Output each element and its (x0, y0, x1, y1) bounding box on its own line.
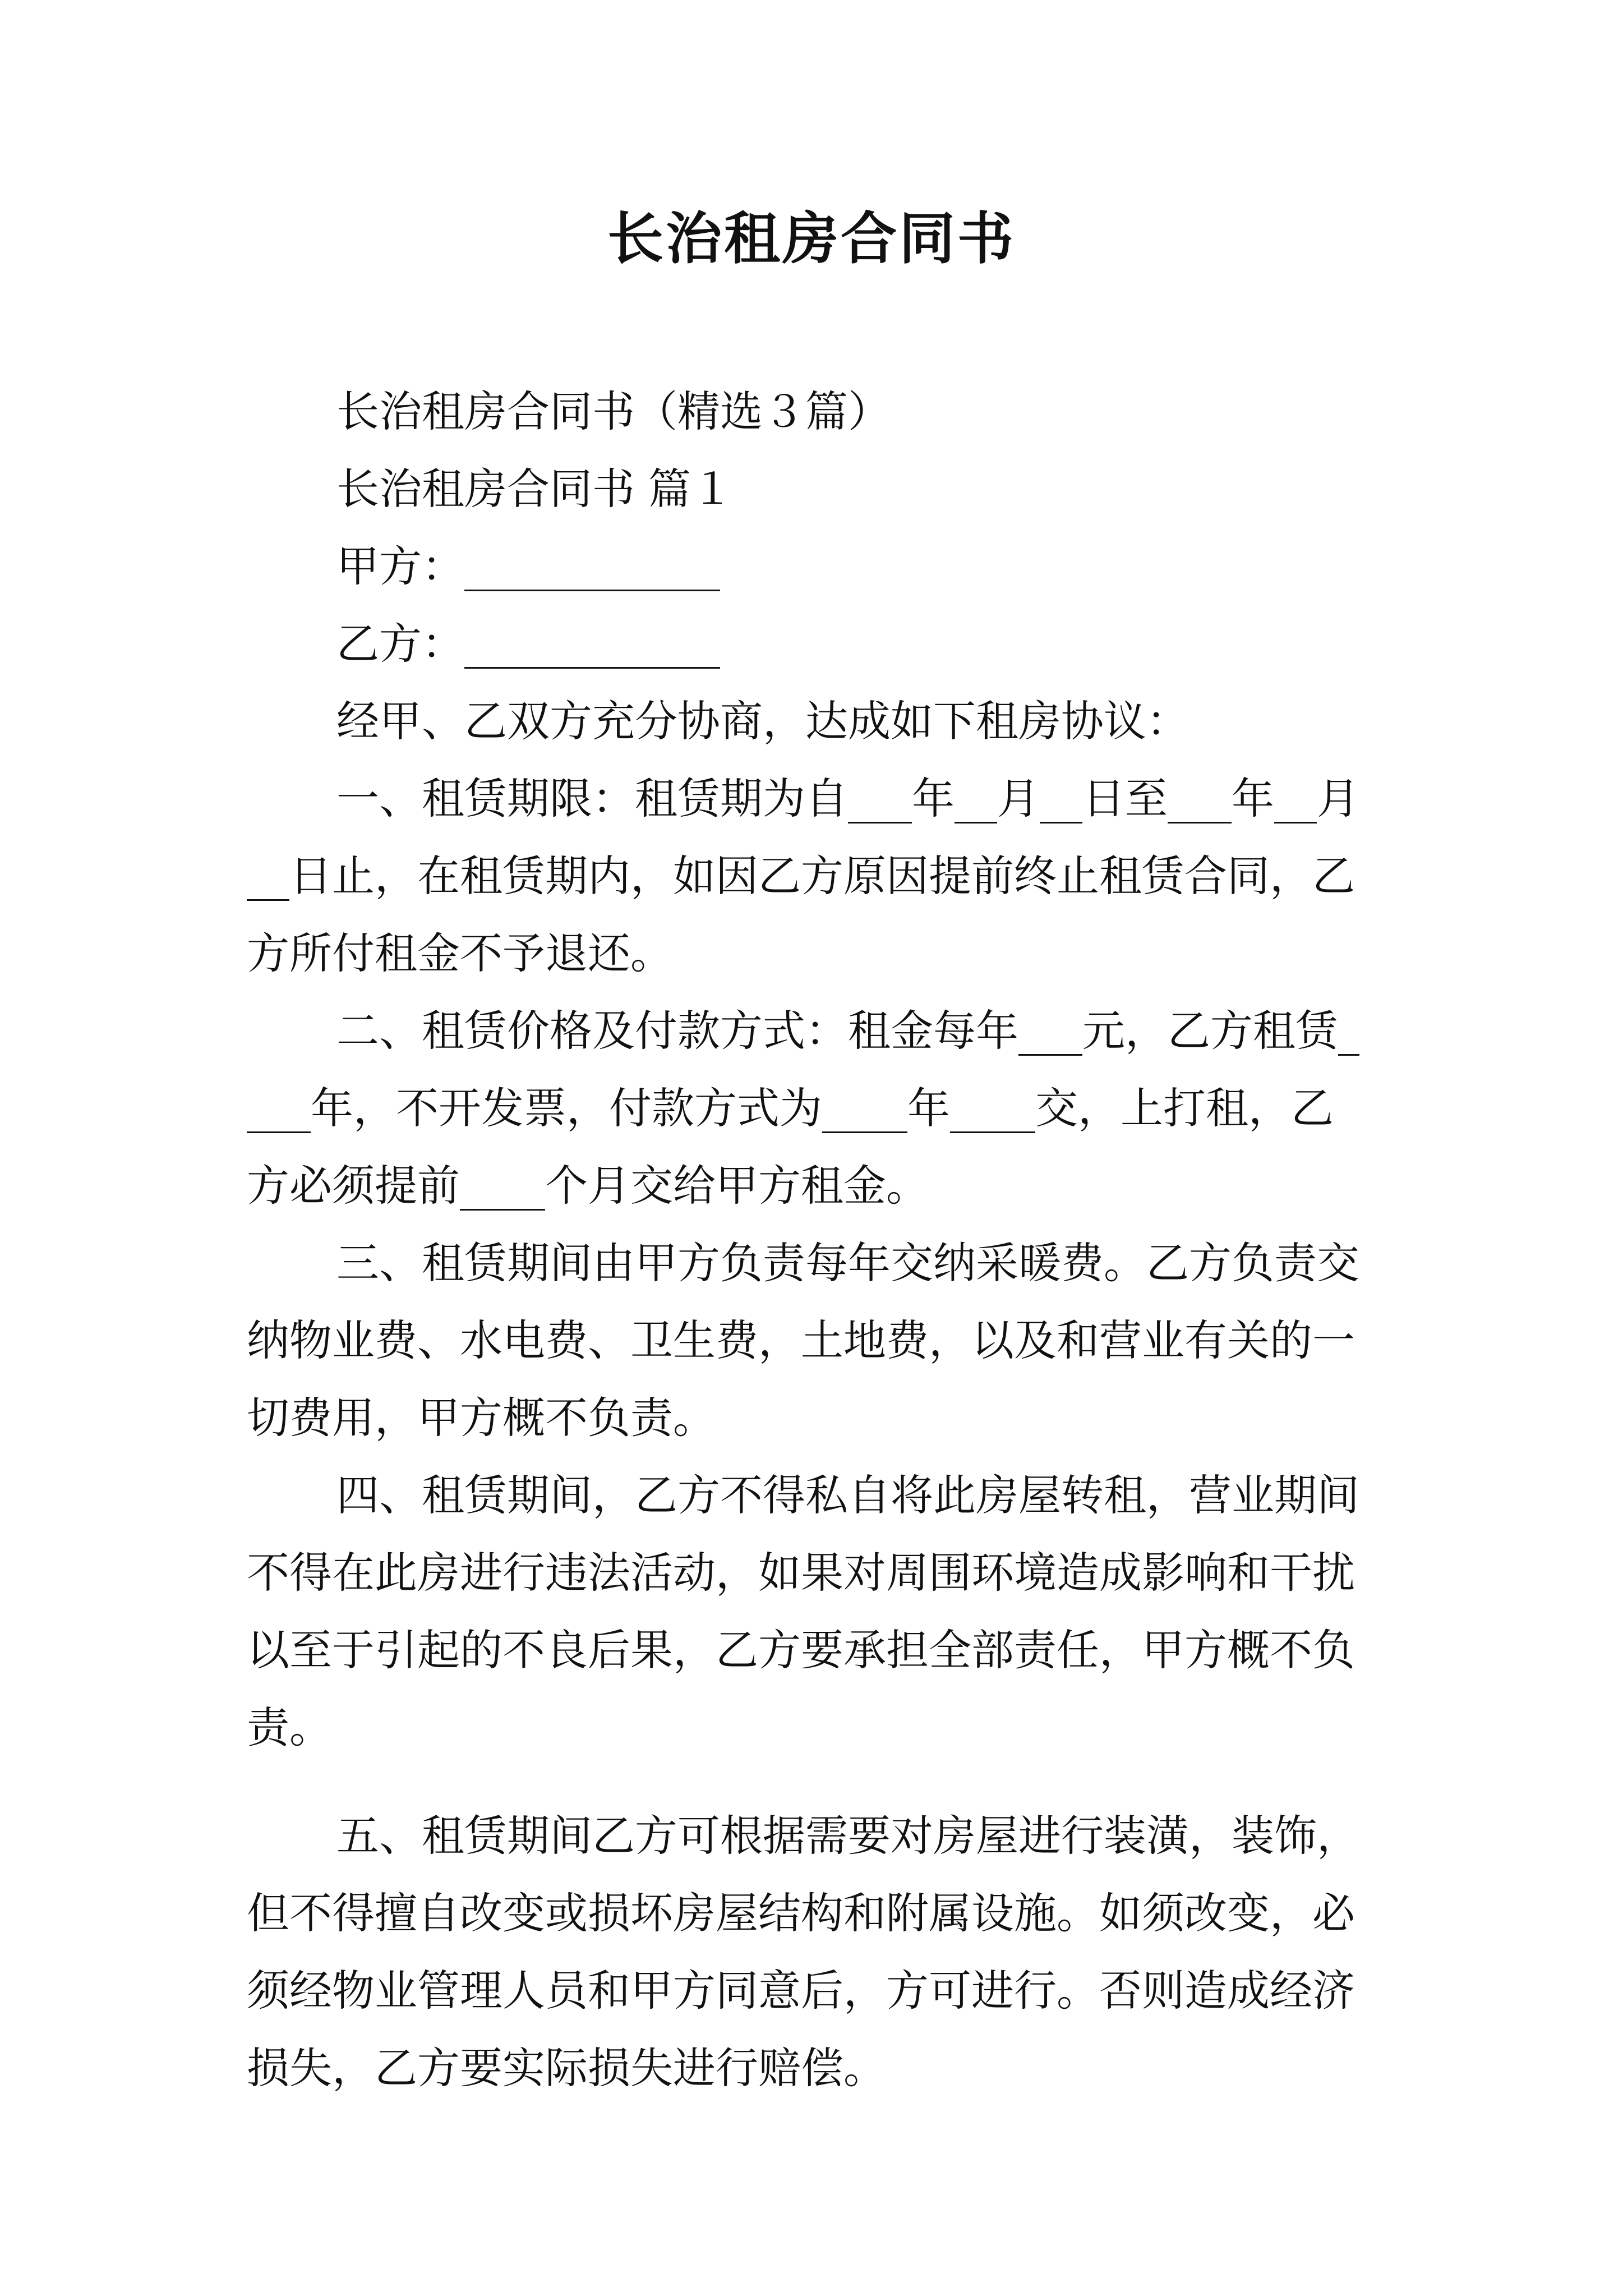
paragraph-subtitle: 长治租房合同书（精选３篇） (336, 386, 891, 436)
paragraph-clause-5: 五、租赁期间乙方可根据需要对房屋进行装潢，装饰，但不得擅自改变或损坏房屋结构和附属设施。如须改变，必须经物业管理人员和甲方同意后，方可进行。否则造成经济损失，乙方要实际损失进行赔偿。 (247, 1811, 1359, 2093)
paragraph-clause-4: 四、租赁期间，乙方不得私自将此房屋转租，营业期间不得在此房进行违法活动，如果对周围环境造成影响和干扰以至于引起的不良后果，乙方要承担全部责任，甲方概不负责。 (247, 1470, 1359, 1752)
paragraph-party-b: 乙方：____________ (336, 619, 720, 669)
paragraph-clause-2: 二、租赁价格及付款方式：租金每年___元，乙方租赁____年，不开发票，付款方式为____年____交，上打租，乙方必须提前____个月交给甲方租金。 (247, 1006, 1359, 1211)
paragraph-party-a: 甲方：____________ (336, 541, 720, 591)
paragraph-clause-3: 三、租赁期间由甲方负责每年交纳采暖费。乙方负责交纳物业费、水电费、卫生费，土地费，以及和营业有关的一切费用，甲方概不负责。 (247, 1238, 1359, 1443)
document-body (247, 373, 1374, 2107)
paragraph-section-heading: 长治租房合同书 篇１ (336, 464, 734, 514)
document-title: 长治租房合同书 (607, 205, 1016, 272)
paragraph-intro: 经甲、乙双方充分协商，达成如下租房协议： (336, 696, 1189, 746)
paragraph-clause-1: 一、租赁期限：租赁期为自___年__月__日至___年__月__日止，在租赁期内，如因乙方原因提前终止租赁合同，乙方所付租金不予退还。 (247, 774, 1359, 978)
